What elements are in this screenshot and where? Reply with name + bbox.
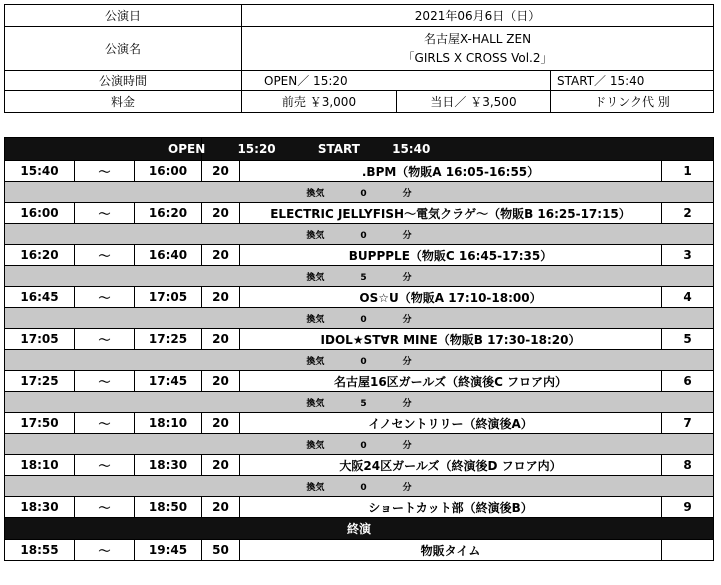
slot-tilde: 〜 bbox=[75, 455, 135, 476]
changeover-minutes: 0 bbox=[360, 440, 367, 451]
slot-number: 1 bbox=[662, 161, 714, 182]
slot-row bbox=[5, 413, 714, 434]
slot-end: 16:00 bbox=[135, 161, 202, 182]
changeover-minutes: 0 bbox=[360, 482, 367, 493]
changeover-cell bbox=[5, 350, 714, 371]
changeover-row bbox=[5, 224, 714, 245]
changeover-label: 換気 bbox=[306, 272, 325, 283]
header-start-time: 15:40 bbox=[392, 142, 431, 156]
slot-tilde: 〜 bbox=[75, 203, 135, 224]
start-text: START／ 15:40 bbox=[551, 71, 714, 91]
merch-tilde: 〜 bbox=[75, 540, 135, 561]
drink-note: ドリンク代 別 bbox=[551, 91, 714, 113]
changeover-cell bbox=[5, 266, 714, 287]
changeover-cell bbox=[5, 224, 714, 245]
header-open-time: 15:20 bbox=[237, 142, 276, 156]
slot-number: 7 bbox=[662, 413, 714, 434]
time-label: 公演時間 bbox=[5, 71, 242, 91]
slot-end: 16:40 bbox=[135, 245, 202, 266]
merch-label: 物販タイム bbox=[240, 540, 662, 561]
slot-duration: 20 bbox=[202, 371, 240, 392]
price-label: 料金 bbox=[5, 91, 242, 113]
slot-row bbox=[5, 455, 714, 476]
slot-duration: 20 bbox=[202, 455, 240, 476]
name-line-1: 名古屋X-HALL ZEN bbox=[423, 31, 532, 46]
slot-end: 17:05 bbox=[135, 287, 202, 308]
slot-end: 18:30 bbox=[135, 455, 202, 476]
schedule-header-row bbox=[5, 138, 714, 161]
changeover-row bbox=[5, 308, 714, 329]
slot-row bbox=[5, 245, 714, 266]
changeover-row bbox=[5, 350, 714, 371]
slot-duration: 20 bbox=[202, 161, 240, 182]
slot-act: ショートカット部（終演後B） bbox=[240, 497, 662, 518]
name-label: 公演名 bbox=[5, 27, 242, 71]
changeover-cell bbox=[5, 182, 714, 203]
slot-act: 大阪24区ガールズ（終演後D フロア内） bbox=[240, 455, 662, 476]
slot-start: 17:05 bbox=[5, 329, 75, 350]
slot-number: 3 bbox=[662, 245, 714, 266]
slot-tilde: 〜 bbox=[75, 245, 135, 266]
slot-end: 16:20 bbox=[135, 203, 202, 224]
slot-number: 2 bbox=[662, 203, 714, 224]
slot-duration: 20 bbox=[202, 413, 240, 434]
name-row bbox=[5, 27, 714, 71]
name-value bbox=[242, 27, 714, 71]
slot-number: 4 bbox=[662, 287, 714, 308]
slot-start: 15:40 bbox=[5, 161, 75, 182]
slot-act: .BPM（物販A 16:05-16:55） bbox=[240, 161, 662, 182]
slot-row bbox=[5, 287, 714, 308]
minutes-label: 分 bbox=[402, 272, 412, 283]
slot-duration: 20 bbox=[202, 203, 240, 224]
slot-act: ELECTRIC JELLYFISH〜電気クラゲ〜（物販B 16:25-17:15） bbox=[240, 203, 662, 224]
date-row bbox=[5, 5, 714, 27]
slot-number: 9 bbox=[662, 497, 714, 518]
minutes-label: 分 bbox=[402, 398, 412, 409]
slot-tilde: 〜 bbox=[75, 413, 135, 434]
changeover-cell bbox=[5, 392, 714, 413]
minutes-label: 分 bbox=[402, 314, 412, 325]
slot-act: 名古屋16区ガールズ（終演後C フロア内） bbox=[240, 371, 662, 392]
slot-act: OS☆U（物販A 17:10-18:00） bbox=[240, 287, 662, 308]
changeover-label: 換気 bbox=[306, 230, 325, 241]
slot-row bbox=[5, 161, 714, 182]
merch-row bbox=[5, 540, 714, 561]
slot-tilde: 〜 bbox=[75, 161, 135, 182]
header-start-label: START bbox=[317, 142, 360, 156]
event-info-table bbox=[4, 4, 714, 113]
slot-row bbox=[5, 497, 714, 518]
changeover-minutes: 0 bbox=[360, 188, 367, 199]
changeover-row bbox=[5, 476, 714, 497]
name-line-2: 「GIRLS X CROSS Vol.2」 bbox=[402, 50, 553, 65]
changeover-minutes: 0 bbox=[360, 356, 367, 367]
changeover-cell bbox=[5, 308, 714, 329]
advance-price: 前売 ￥3,000 bbox=[242, 91, 397, 113]
slot-end: 17:25 bbox=[135, 329, 202, 350]
minutes-label: 分 bbox=[402, 230, 412, 241]
slot-start: 18:10 bbox=[5, 455, 75, 476]
schedule-table bbox=[4, 137, 714, 561]
changeover-cell bbox=[5, 476, 714, 497]
slot-end: 18:10 bbox=[135, 413, 202, 434]
slot-act: IDOL★ST∀R MINE（物販B 17:30-18:20） bbox=[240, 329, 662, 350]
changeover-label: 換気 bbox=[306, 188, 325, 199]
slot-duration: 20 bbox=[202, 329, 240, 350]
slot-start: 17:50 bbox=[5, 413, 75, 434]
slot-row bbox=[5, 329, 714, 350]
slot-start: 16:45 bbox=[5, 287, 75, 308]
time-row bbox=[5, 71, 714, 91]
door-price: 当日／ ￥3,500 bbox=[397, 91, 551, 113]
slot-number: 5 bbox=[662, 329, 714, 350]
schedule-header bbox=[168, 138, 714, 161]
date-label: 公演日 bbox=[5, 5, 242, 27]
slot-tilde: 〜 bbox=[75, 371, 135, 392]
slot-end: 18:50 bbox=[135, 497, 202, 518]
slot-tilde: 〜 bbox=[75, 329, 135, 350]
minutes-label: 分 bbox=[402, 188, 412, 199]
changeover-minutes: 5 bbox=[360, 398, 367, 409]
slot-act: BUPPPLE（物販C 16:45-17:35） bbox=[240, 245, 662, 266]
slot-row bbox=[5, 371, 714, 392]
slot-duration: 20 bbox=[202, 245, 240, 266]
changeover-minutes: 0 bbox=[360, 314, 367, 325]
slot-end: 17:45 bbox=[135, 371, 202, 392]
open-text: OPEN／ 15:20 bbox=[242, 71, 551, 91]
price-row bbox=[5, 91, 714, 113]
merch-duration: 50 bbox=[202, 540, 240, 561]
end-label: 終演 bbox=[5, 518, 714, 540]
minutes-label: 分 bbox=[402, 440, 412, 451]
changeover-label: 換気 bbox=[306, 314, 325, 325]
slot-duration: 20 bbox=[202, 497, 240, 518]
changeover-minutes: 5 bbox=[360, 272, 367, 283]
changeover-label: 換気 bbox=[306, 482, 325, 493]
changeover-minutes: 0 bbox=[360, 230, 367, 241]
slot-duration: 20 bbox=[202, 287, 240, 308]
merch-start: 18:55 bbox=[5, 540, 75, 561]
header-open-label: OPEN bbox=[168, 142, 206, 156]
changeover-row bbox=[5, 434, 714, 455]
slot-number: 8 bbox=[662, 455, 714, 476]
slot-start: 16:20 bbox=[5, 245, 75, 266]
slot-tilde: 〜 bbox=[75, 287, 135, 308]
changeover-row bbox=[5, 182, 714, 203]
changeover-label: 換気 bbox=[306, 356, 325, 367]
changeover-label: 換気 bbox=[306, 440, 325, 451]
slot-act: イノセントリリー（終演後A） bbox=[240, 413, 662, 434]
slot-row bbox=[5, 203, 714, 224]
date-value: 2021年06月6日（日） bbox=[242, 5, 714, 27]
changeover-label: 換気 bbox=[306, 398, 325, 409]
minutes-label: 分 bbox=[402, 482, 412, 493]
slot-start: 17:25 bbox=[5, 371, 75, 392]
slot-list bbox=[5, 161, 714, 518]
changeover-row bbox=[5, 392, 714, 413]
end-row bbox=[5, 518, 714, 540]
changeover-cell bbox=[5, 434, 714, 455]
minutes-label: 分 bbox=[402, 356, 412, 367]
slot-start: 16:00 bbox=[5, 203, 75, 224]
slot-tilde: 〜 bbox=[75, 497, 135, 518]
merch-end: 19:45 bbox=[135, 540, 202, 561]
slot-start: 18:30 bbox=[5, 497, 75, 518]
changeover-row bbox=[5, 266, 714, 287]
slot-number: 6 bbox=[662, 371, 714, 392]
